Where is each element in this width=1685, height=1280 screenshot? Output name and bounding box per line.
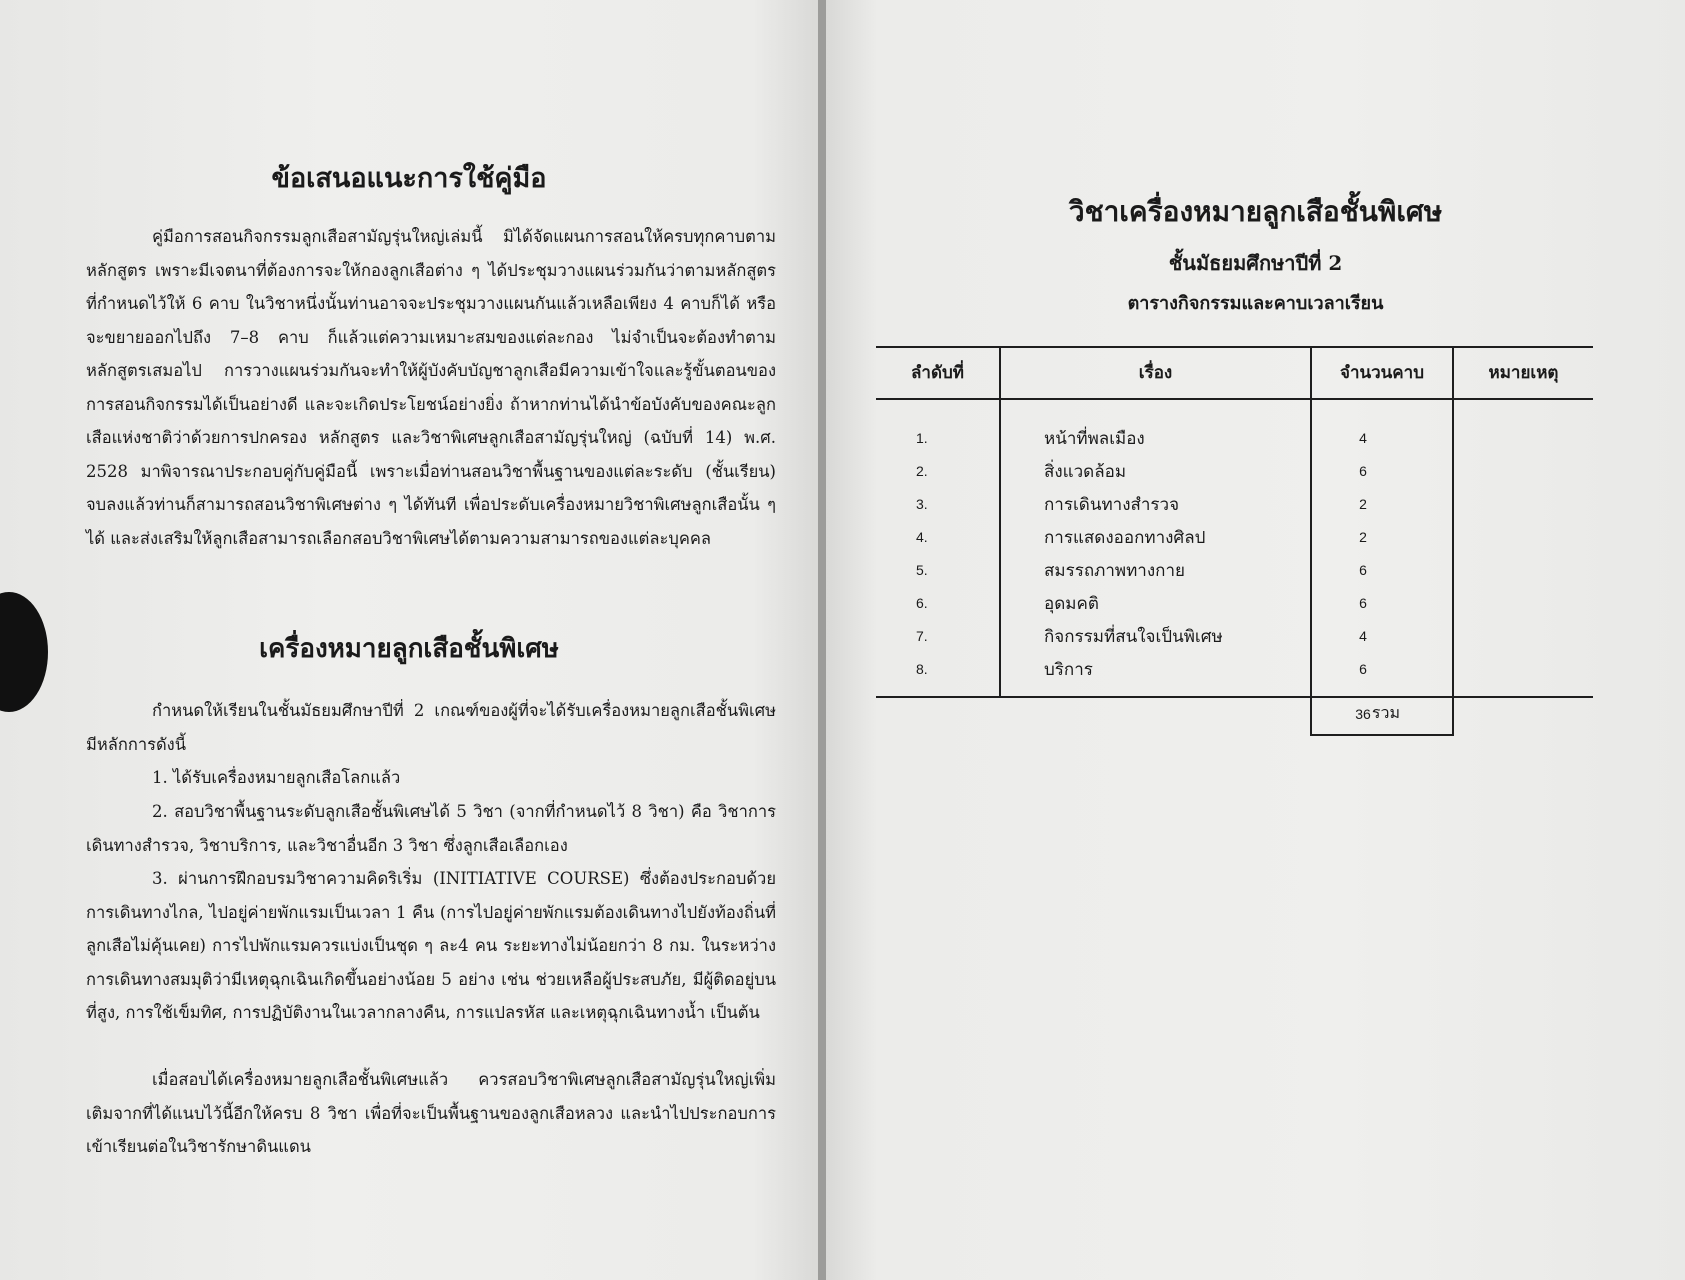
total-value: 36 bbox=[1355, 706, 1371, 722]
row-hours: 6 bbox=[1359, 595, 1367, 611]
schedule-table bbox=[876, 346, 1593, 734]
row-topic: สิ่งแวดล้อม bbox=[1044, 462, 1127, 481]
row-topic: หน้าที่พลเมือง bbox=[1044, 429, 1145, 448]
row-topic: กิจกรรมที่สนใจเป็นพิเศษ bbox=[1044, 627, 1223, 646]
criteria-item-1: 1. ได้รับเครื่องหมายลูกเสือโลกแล้ว bbox=[152, 768, 401, 787]
section-title: เครื่องหมายลูกเสือชั้นพิเศษ bbox=[259, 634, 559, 664]
table-row bbox=[876, 587, 1593, 620]
table-row bbox=[876, 653, 1593, 686]
row-hours: 6 bbox=[1359, 562, 1367, 578]
row-hours: 2 bbox=[1359, 496, 1367, 512]
table-row bbox=[876, 422, 1593, 455]
book-gutter bbox=[818, 0, 826, 1280]
table-row bbox=[876, 620, 1593, 653]
row-number: 1. bbox=[916, 430, 928, 446]
row-hours: 4 bbox=[1359, 628, 1367, 644]
row-topic: การเดินทางสำรวจ bbox=[1044, 495, 1180, 514]
row-hours: 4 bbox=[1359, 430, 1367, 446]
row-number: 2. bbox=[916, 463, 928, 479]
header-hours: จำนวนคาบ bbox=[1339, 363, 1424, 383]
left-page bbox=[0, 0, 818, 1280]
table-row bbox=[876, 521, 1593, 554]
header-no: ลำดับที่ bbox=[910, 363, 964, 383]
row-number: 3. bbox=[916, 496, 928, 512]
row-number: 4. bbox=[916, 529, 928, 545]
row-number: 8. bbox=[916, 661, 928, 677]
criteria-item-3: 3. ผ่านการฝึกอบรมวิชาความคิดริเริ่ม (INITIATIVE COURSE) ซึ่งต้องประกอบด้วยการเดินทางไกล, ไปอยู่ค่ายพักแรมเป็นเวลา 1 คืน (การไปอยู่ค่ายพักแรมต้องเดินทางไปยังท้องถิ่นที่ลูกเสือไม่คุ้นเคย) การไปพักแรมควรแบ่งเป็นชุด ๆ ละ4 คน ระยะทางไม่น้อยกว่า 8 กม. ในระหว่างการเดินทางสมมุติว่ามีเหตุฉุกเฉินเกิดขึ้นอย่างน้อย 5 อย่าง เช่น ช่วยเหลือผู้ประสบภัย, มีผู้ติดอยู่บนที่สูง, การใช้เข็มทิศ, การปฏิบัติงานในเวลากลางคืน, การแปลรหัส และเหตุฉุกเฉินทางน้ำ เป็นต้น bbox=[86, 869, 776, 1022]
table-row bbox=[876, 554, 1593, 587]
closing-paragraph: เมื่อสอบได้เครื่องหมายลูกเสือชั้นพิเศษแล้ว ควรสอบวิชาพิเศษลูกเสือสามัญรุ่นใหญ่เพิ่มเติมจากที่ได้แนบไว้นี้อีกให้ครบ 8 วิชา เพื่อที่จะเป็นพื้นฐานของลูกเสือหลวง และนำไปประกอบการเข้าเรียนต่อในวิชารักษาดินแดน bbox=[86, 1070, 776, 1156]
left-page-title: ข้อเสนอแนะการใช้คู่มือ bbox=[271, 163, 547, 194]
total-label: รวม bbox=[1371, 705, 1400, 722]
row-hours: 6 bbox=[1359, 661, 1367, 677]
criteria-item-2: 2. สอบวิชาพื้นฐานระดับลูกเสือชั้นพิเศษได้ 5 วิชา (จากที่กำหนดไว้ 8 วิชา) คือ วิชาการเดินทางสำรวจ, วิชาบริการ, และวิชาอื่นอีก 3 วิชา ซึ่งลูกเสือเลือกเอง bbox=[86, 802, 776, 855]
right-page-subtitle: ชั้นมัธยมศึกษาปีที่ 2 bbox=[1168, 251, 1343, 275]
header-topic: เรื่อง bbox=[1138, 363, 1173, 383]
row-hours: 6 bbox=[1359, 463, 1367, 479]
row-number: 7. bbox=[916, 628, 928, 644]
header-remarks: หมายเหตุ bbox=[1488, 363, 1559, 383]
table-row bbox=[876, 488, 1593, 521]
right-page-title: วิชาเครื่องหมายลูกเสือชั้นพิเศษ bbox=[1068, 195, 1443, 228]
row-hours: 2 bbox=[1359, 529, 1367, 545]
table-row bbox=[876, 455, 1593, 488]
row-number: 5. bbox=[916, 562, 928, 578]
row-number: 6. bbox=[916, 595, 928, 611]
table-caption: ตารางกิจกรรมและคาบเวลาเรียน bbox=[1127, 293, 1384, 314]
row-topic: อุดมคติ bbox=[1044, 594, 1099, 613]
section-intro: กำหนดให้เรียนในชั้นมัธยมศึกษาปีที่ 2 เกณฑ์ของผู้ที่จะได้รับเครื่องหมายลูกเสือชั้นพิเศษ มีหลักการดังนี้ bbox=[86, 701, 776, 754]
row-topic: บริการ bbox=[1044, 660, 1093, 679]
intro-paragraph: คู่มือการสอนกิจกรรมลูกเสือสามัญรุ่นใหญ่เล่มนี้ มิได้จัดแผนการสอนให้ครบทุกคาบตามหลักสูตร เพราะมีเจตนาที่ต้องการจะให้กองลูกเสือต่าง ๆ ได้ประชุมวางแผนร่วมกันว่าตามหลักสูตรที่กำหนดไว้ให้ 6 คาบ ในวิชาหนึ่งนั้นท่านอาจจะประชุมวางแผนกันแล้วเหลือเพียง 4 คาบก็ได้ หรือจะขยายออกไปถึง 7–8 คาบ ก็แล้วแต่ความเหมาะสมของแต่ละกอง ไม่จำเป็นจะต้องทำตามหลักสูตรเสมอไป การวางแผนร่วมกันจะทำให้ผู้บังคับบัญชาลูกเสือมีความเข้าใจและรู้ขั้นตอนของการสอนกิจกรรมได้เป็นอย่างดี และจะเกิดประโยชน์อย่างยิ่ง ถ้าหากท่านได้นำข้อบังคับของคณะลูกเสือแห่งชาติว่าด้วยการปกครอง หลักสูตร และวิชาพิเศษลูกเสือสามัญรุ่นใหญ่ (ฉบับที่ 14) พ.ศ. 2528 มาพิจารณาประกอบคู่กับคู่มือนี้ เพราะเมื่อท่านสอนวิชาพื้นฐานของแต่ละระดับ (ชั้นเรียน) จบลงแล้วท่านก็สามารถสอนวิชาพิเศษต่าง ๆ ได้ทันที เพื่อประดับเครื่องหมายวิชาพิเศษลูกเสือนั้น ๆ ได้ และส่งเสริมให้ลูกเสือสามารถเลือกสอบวิชาพิเศษได้ตามความสามารถของแต่ละบุคคล bbox=[86, 227, 776, 548]
row-topic: สมรรถภาพทางกาย bbox=[1044, 561, 1185, 580]
row-topic: การแสดงออกทางศิลป bbox=[1044, 528, 1206, 547]
